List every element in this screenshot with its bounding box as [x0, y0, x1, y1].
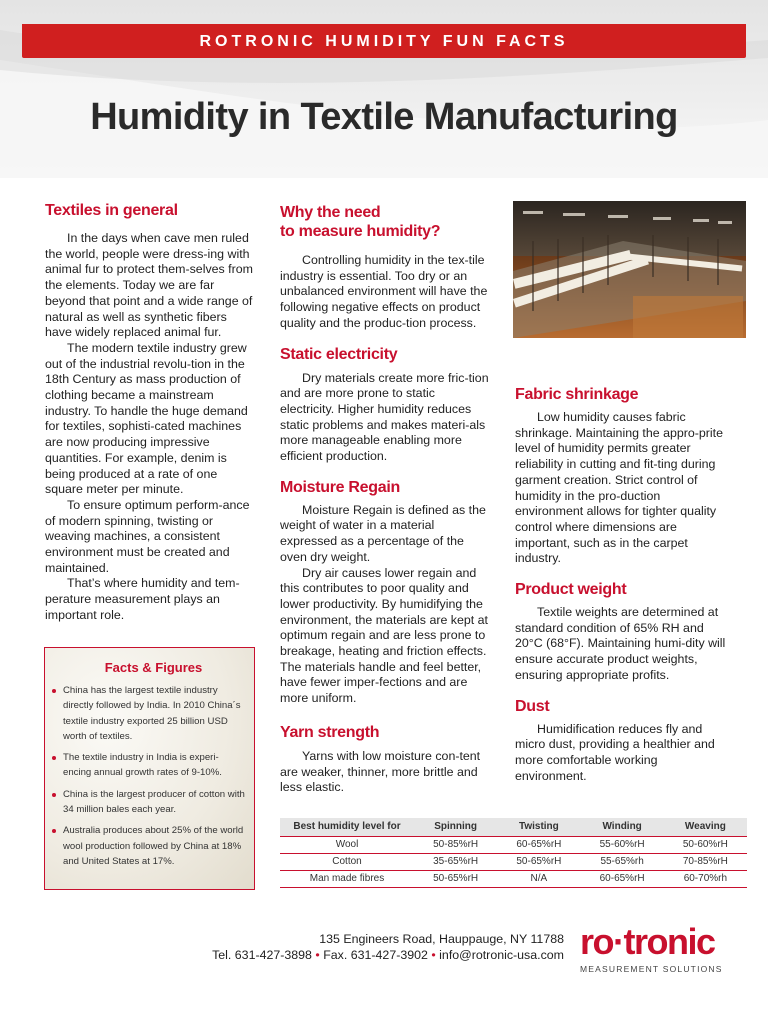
table-header-cell: Twisting	[497, 818, 580, 836]
table-row	[280, 853, 747, 870]
table-header-row	[280, 818, 747, 836]
humidity-table	[280, 818, 747, 888]
separator: •	[431, 948, 436, 962]
header-band	[22, 24, 746, 58]
footer-fax: Fax. 631-427-3902	[323, 948, 428, 962]
table-header-cell: Winding	[581, 818, 664, 836]
paragraph: Textile weights are determined at standard condition of 65% RH and 20°C (68°F). Maintaining humi-dity will ensure accurate product weights, ensuring appropriate profits.	[515, 605, 726, 682]
footer-contact	[212, 931, 564, 963]
paragraph: That’s where humidity and tem-perature measurement plays an important role.	[45, 576, 240, 622]
table-cell: 60-65%rH	[581, 870, 664, 887]
paragraph: Low humidity causes fabric shrinkage. Maintaining the appro-prite level of humidity permits greater reliability in cutting and fit-ting during garment creation. Strict control of humidity in the pro-duction environment allows for tighter quality control where dimensions are important, such as in the carpet industry.	[515, 410, 724, 566]
paragraph: Dry air causes lower regain and this contributes to poor quality and lower productivity. By humidifying the environment, the materials are kept at optimum regain and are less prone to breakage, heating and friction effects. The materials handle and feel better, have fewer imper-fections and are more uniform.	[280, 565, 488, 706]
table-cell: 55-60%rH	[581, 836, 664, 853]
footer-email[interactable]: info@rotronic-usa.com	[439, 948, 564, 962]
table-cell: N/A	[497, 870, 580, 887]
table-row	[280, 870, 747, 887]
heading-yarn-strength: Yarn strength	[280, 723, 380, 741]
paragraph: Dry materials create more fric-tion and are more prone to static electricity. Higher humidity reduces static problems and makes materi-als more manageable enabling more efficient production.	[280, 370, 489, 464]
fact-item: The textile industry in India is experi-encing annual growth rates of 9-10%.	[61, 750, 246, 781]
bullet-icon	[52, 829, 56, 833]
paragraph: Yarns with low moisture con-tent are weaker, thinner, more brittle and less elastic.	[280, 748, 481, 795]
table-cell: 50-85%rH	[414, 836, 497, 853]
paragraph: Moisture Regain is defined as the weight of water in a material expressed as a percentage of the oven dry weight.	[280, 502, 486, 564]
facts-list	[61, 683, 246, 869]
table-cell: 50-60%rH	[664, 836, 747, 853]
logo-wordmark: ro·tronic	[580, 921, 715, 962]
table-cell: Man made fibres	[280, 870, 414, 887]
bullet-icon	[52, 793, 56, 797]
paragraph: In the days when cave men ruled the world, people were dress-ing with animal fur to protect them-selves from the elements. Today we are far beyond that point and a wide range of natural as well as synthetic fibers have widely replaced animal fur.	[45, 231, 253, 340]
paragraph: To ensure optimum perform-ance of modern spinning, twisting or weaving machines, a consistent environment must be created and maintained.	[45, 497, 250, 575]
table-cell: Wool	[280, 836, 414, 853]
heading-fabric-shrinkage: Fabric shrinkage	[515, 386, 639, 403]
rotronic-logo	[580, 922, 726, 978]
bullet-icon	[52, 689, 56, 693]
facts-heading: Facts & Figures	[104, 660, 203, 675]
header-band-text: ROTRONIC HUMIDITY FUN FACTS	[199, 33, 569, 50]
table-header-cell: Spinning	[414, 818, 497, 836]
heading-moisture-regain: Moisture Regain	[280, 478, 400, 496]
table-cell: 50-65%rH	[414, 870, 497, 887]
paragraph: The modern textile industry grew out of the industrial revolu-tion in the 18th Century as mass production of clothing became a mainstream industry. To handle the huge demand for textiles, sophisti-cated machines are now producing impressive quantities. For example, denim is being produced at a rate of one square meter per minute.	[45, 340, 248, 497]
column-effects	[515, 385, 730, 784]
table-header-cell: Best humidity level for	[280, 818, 414, 836]
table-cell: 35-65%rH	[414, 853, 497, 870]
paragraph: Controlling humidity in the tex-tile industry is essential. Too dry or an unbalanced environment will have the following negative effects on product quality and the produc-tion process.	[280, 253, 488, 330]
heading-why-need: Why the need to measure humidity?	[280, 204, 441, 240]
fact-item: China has the largest textile industry directly followed by India. In 2010 China´s textile industry exported 25 billion USD worth of textiles.	[61, 683, 246, 744]
column-why-measure	[280, 203, 492, 796]
column-textiles-general	[45, 201, 257, 624]
heading-dust: Dust	[515, 697, 550, 715]
heading-product-weight: Product weight	[515, 581, 627, 599]
table-row	[280, 836, 747, 853]
table-cell: 50-65%rH	[497, 853, 580, 870]
separator: •	[315, 948, 320, 962]
table-cell: 55-65%rh	[581, 853, 664, 870]
factory-photo	[513, 201, 746, 338]
heading-static-electricity: Static electricity	[280, 345, 398, 363]
fact-item: Australia produces about 25% of the world wool production followed by China at 18% and United States at 17%.	[61, 823, 246, 869]
textile-factory-image	[513, 201, 746, 338]
bullet-icon	[52, 756, 56, 760]
fact-item: China is the largest producer of cotton with 34 million bales each year.	[61, 787, 246, 818]
facts-figures-box	[44, 647, 255, 890]
page-title: Humidity in Textile Manufacturing	[90, 96, 678, 138]
table-header-cell: Weaving	[664, 818, 747, 836]
logo-tagline: MEASUREMENT SOLUTIONS	[580, 964, 723, 974]
paragraph: Humidification reduces fly and micro dust, providing a healthier and more comfortable working environment.	[515, 721, 715, 783]
footer-phone-line	[212, 947, 564, 963]
table-cell: 70-85%rH	[664, 853, 747, 870]
table-cell: 60-65%rH	[497, 836, 580, 853]
footer-tel: Tel. 631-427-3898	[212, 948, 312, 962]
heading-textiles-general: Textiles in general	[45, 202, 178, 219]
table-cell: Cotton	[280, 853, 414, 870]
footer-address: 135 Engineers Road, Hauppauge, NY 11788	[319, 932, 564, 946]
table-cell: 60-70%rh	[664, 870, 747, 887]
